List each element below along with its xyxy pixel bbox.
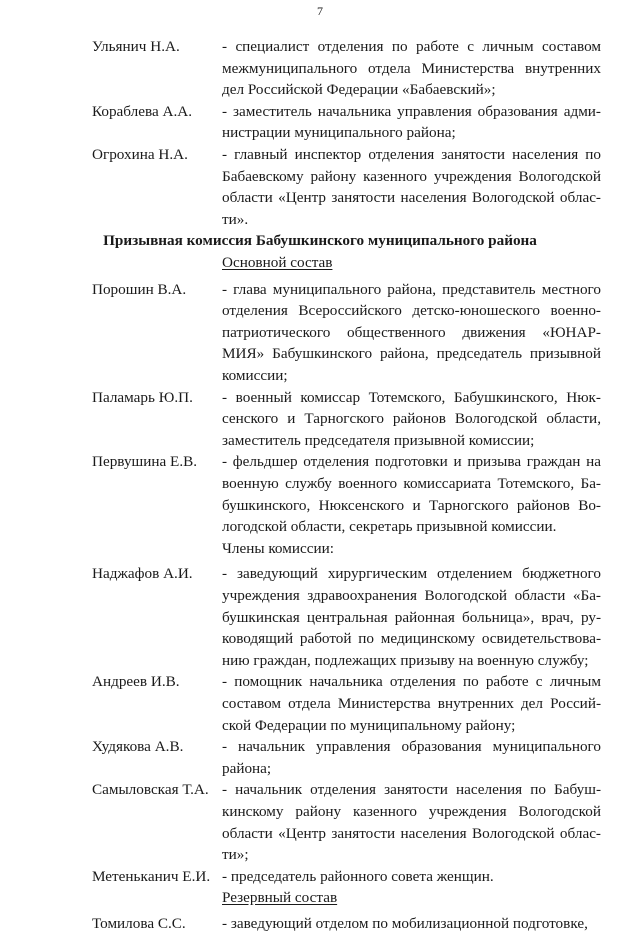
role-line: ководящий работой по медицинскому освидетельствова- [222,630,601,648]
role-line: комиссии; [222,366,288,384]
role-line: патриотического общественного движения «ЮНАР- [222,323,601,341]
role-line: логодской области, секретарь призывной комиссии. [222,518,557,536]
role-line: - заведующий хирургическим отделением бюджетного [222,565,601,583]
role-line: сенского и Тарногского районов Вологодской области, [222,410,601,428]
role-line: ти». [222,210,249,228]
role-line: Бабаевскому району казенного учреждения Вологодской [222,167,601,185]
role-line: района; [222,759,272,777]
role-line: - заместитель начальника управления образования адми- [222,102,601,120]
member-role [222,866,601,888]
role-line: бушкинского, Нюксенского и Тарногского районов Во- [222,496,601,514]
role-line: - глава муниципального района, представитель местного [222,280,601,298]
commission-heading: Призывная комиссия Бабушкинского муниципального района [103,232,537,250]
role-line: межмуниципального отдела Министерства внутренних [222,59,601,77]
role-line: - заведующий отделом по мобилизационной подготовке, [222,915,588,932]
member-role [222,144,601,230]
member-role [222,563,601,671]
member-role [222,387,601,452]
role-line: - председатель районного совета женщин. [222,867,494,885]
role-line: области «Центр занятости населения Вологодской облас- [222,824,601,842]
role-line: области «Центр занятости населения Вологодской облас- [222,189,601,207]
member-name: Андреев И.В. [92,673,180,691]
role-line: - начальник отделения занятости населения по Бабуш- [222,781,601,799]
members-label: Члены комиссии: [222,539,334,557]
role-line: ти»; [222,846,249,864]
role-line: военную службу военного комиссариата Тотемского, Ба- [222,474,601,492]
role-line: - главный инспектор отделения занятости населения по [222,146,601,163]
member-role [222,279,601,387]
main-composition-label: Основной состав [222,254,333,271]
role-line: учреждения здравоохранения Вологодской области «Ба- [222,586,601,604]
member-role [222,913,601,935]
role-line: - специалист отделения по работе с личным составом [222,38,601,55]
member-name: Огрохина Н.А. [92,146,188,163]
page-number: 7 [317,4,323,18]
member-name: Худякова А.В. [92,738,184,756]
member-name: Томилова С.С. [92,915,186,932]
role-line: ской Федерации по муниципальному району; [222,716,516,734]
role-line: бушкинская центральная районная больница», врач, ру- [222,608,601,626]
member-role [222,779,601,865]
role-line: МИЯ» Бабушкинского района, председатель призывной [222,345,601,363]
member-name: Самыловская Т.А. [92,781,209,799]
role-line: составом отдела Министерства внутренних дел Россий- [222,694,601,712]
member-role [222,101,601,144]
role-line: отделения Всероссийского детско-юношеского военно- [222,302,601,320]
reserve-composition-label: Резервный состав [222,889,338,907]
member-role [222,671,601,736]
role-line: - начальник управления образования муниципального [222,738,601,756]
role-line: - фельдшер отделения подготовки и призыва граждан на [222,453,601,471]
role-line: кинскому району казенного учреждения Вологодской [222,802,601,820]
role-line: заместитель председателя призывной комиссии; [222,431,535,449]
member-name: Паламарь Ю.П. [92,388,193,406]
member-role [222,736,601,779]
member-name: Наджафов А.И. [92,565,193,583]
member-role [222,451,601,537]
role-line: - помощник начальника отделения по работе с личным [222,673,601,691]
role-line: нию граждан, подлежащих призыву на военную службу; [222,651,589,669]
member-name: Порошин В.А. [92,280,187,298]
member-name: Первушина Е.В. [92,453,198,471]
role-line: - военный комиссар Тотемского, Бабушкинского, Нюк- [222,388,601,406]
role-line: нистрации муниципального района; [222,124,456,142]
member-name: Ульянич Н.А. [92,38,180,55]
role-line: дел Российской Федерации «Бабаевский»; [222,81,496,99]
member-name: Кораблева А.А. [92,102,193,120]
member-name: Метенькaнич Е.И. [92,867,211,885]
member-role [222,36,601,101]
